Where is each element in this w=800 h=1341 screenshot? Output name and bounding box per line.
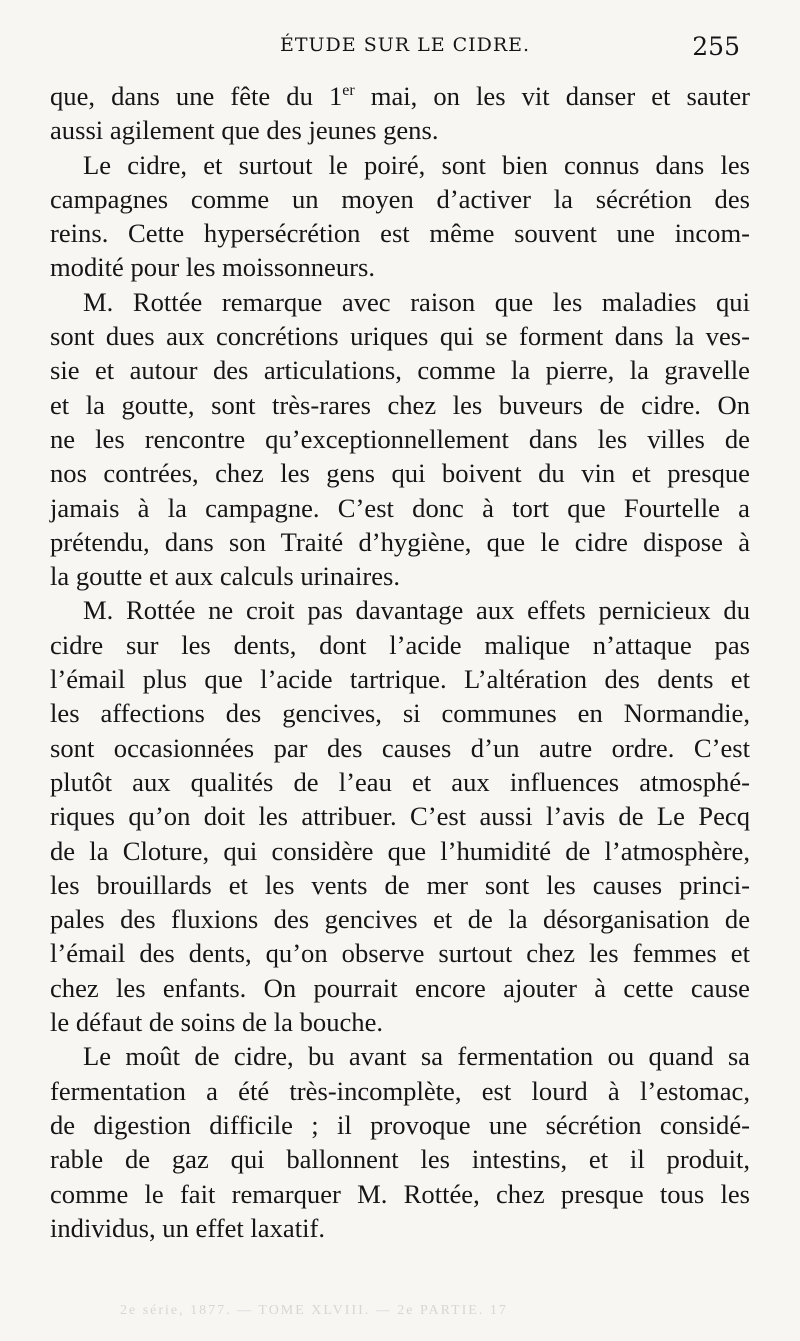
text-line: les affections des gencives, si communes en Normandie,: [50, 698, 750, 729]
superscript: er: [342, 82, 355, 100]
text-line: pales des fluxions des gencives et de la désorganisation de: [50, 904, 750, 935]
text-line: de digestion difficile ; il provoque une sécrétion considé-: [50, 1109, 750, 1140]
paragraph: [50, 285, 750, 594]
text-line: sont dues aux concrétions uriques qui se forment dans la ves-: [50, 321, 750, 352]
paragraph: [50, 1039, 750, 1245]
text-line: et la goutte, sont très-rares chez les buveurs de cidre. On: [50, 389, 750, 420]
paragraph: [50, 79, 750, 148]
text-line: riques qu’on doit les attribuer. C’est aussi l’avis de Le Pecq: [50, 801, 750, 832]
text-line: sont occasionnées par des causes d’un autre ordre. C’est: [50, 732, 750, 763]
body-text: [50, 79, 750, 1245]
text-line: sie et autour des articulations, comme la pierre, la gravelle: [50, 355, 750, 386]
text-line: prétendu, dans son Traité d’hygiène, que le cidre dispose à: [50, 526, 750, 557]
text-line: que, dans une fête du 1er mai, on les vit danser et sauter: [50, 81, 750, 111]
text-line: modité pour les moissonneurs.: [50, 252, 376, 283]
text-line: de la Cloture, qui considère que l’humidité de l’atmosphère,: [50, 835, 750, 866]
text-line: ne les rencontre qu’exceptionnellement dans les villes de: [50, 423, 750, 454]
text-line: aussi agilement que des jeunes gens.: [50, 115, 439, 146]
bleed-through-footer: 2e série, 1877. — TOME XLVIII. — 2e PARTIE. 17: [120, 1303, 508, 1318]
text-line: reins. Cette hypersécrétion est même souvent une incom-: [50, 218, 750, 249]
text-line: l’émail plus que l’acide tartrique. L’altération des dents et: [50, 664, 750, 695]
text-line: M. Rottée remarque avec raison que les maladies qui: [83, 286, 750, 317]
text-line: les brouillards et les vents de mer sont les causes princi-: [50, 869, 750, 900]
text-line: cidre sur les dents, dont l’acide malique n’attaque pas: [50, 629, 750, 660]
text-line: Le cidre, et surtout le poiré, sont bien connus dans les: [83, 149, 750, 180]
text-line: comme le fait remarquer M. Rottée, chez presque tous les: [50, 1178, 750, 1209]
text-line: jamais à la campagne. C’est donc à tort que Fourtelle a: [50, 492, 750, 523]
text-line: individus, un effet laxatif.: [50, 1212, 325, 1243]
page-number: 255: [692, 32, 740, 61]
text-line: chez les enfants. On pourrait encore ajouter à cette cause: [50, 972, 750, 1003]
text-line: la goutte et aux calculs urinaires.: [50, 561, 401, 592]
text-line: Le moût de cidre, bu avant sa fermentation ou quand sa: [83, 1041, 750, 1072]
paragraph: [50, 593, 750, 1039]
text-line: nos contrées, chez les gens qui boivent du vin et presque: [50, 458, 750, 489]
text-line: rable de gaz qui ballonnent les intestins, et il produit,: [50, 1144, 750, 1175]
text-line: plutôt aux qualités de l’eau et aux influences atmosphé-: [50, 766, 750, 797]
text-line: le défaut de soins de la bouche.: [50, 1007, 384, 1038]
text-line: M. Rottée ne croit pas davantage aux effets pernicieux du: [83, 595, 750, 626]
running-title: ÉTUDE SUR LE CIDRE.: [280, 34, 531, 56]
text-line: campagnes comme un moyen d’activer la sécrétion des: [50, 183, 750, 214]
text-line: fermentation a été très-incomplète, est lourd à l’estomac,: [50, 1075, 750, 1106]
page-header: [48, 28, 740, 68]
text-line: l’émail des dents, qu’on observe surtout chez les femmes et: [50, 938, 750, 969]
paragraph: [50, 148, 750, 285]
